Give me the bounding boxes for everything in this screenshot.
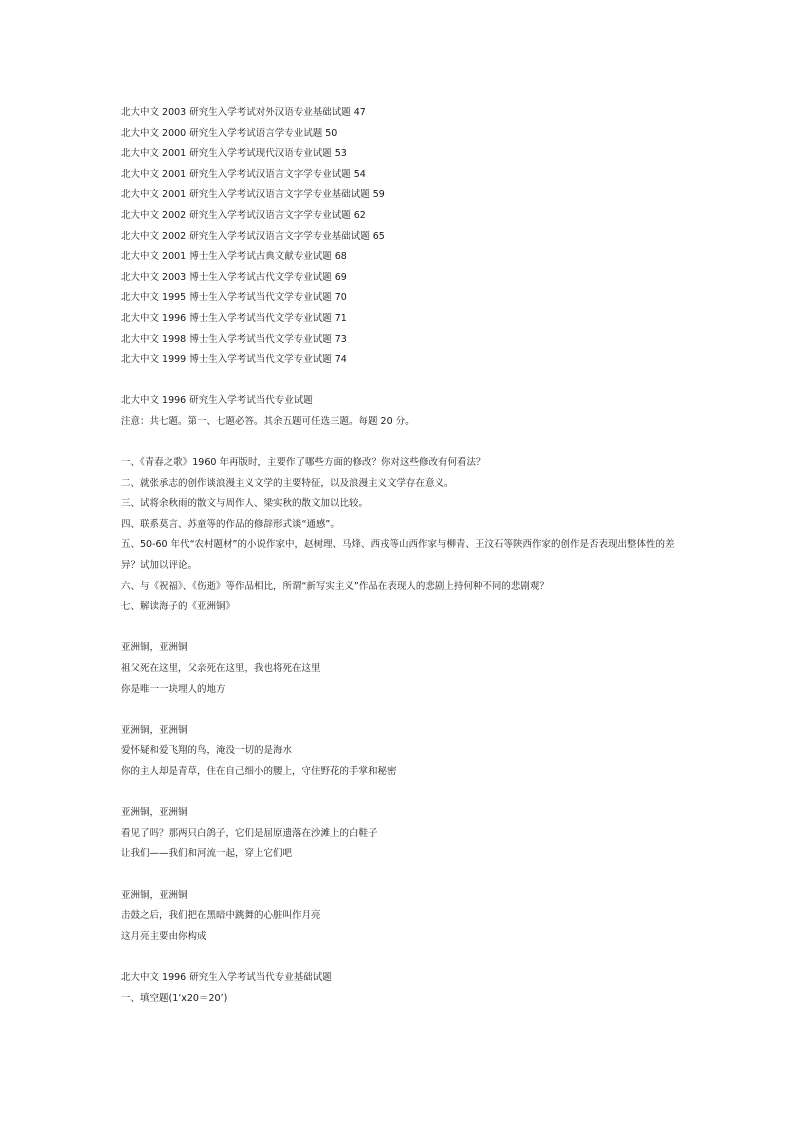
toc-entry[interactable]: 北大中文 2001 研究生入学考试现代汉语专业试题 53 <box>121 148 347 160</box>
exam-section <box>121 968 681 1009</box>
poem-line: 看见了吗？那两只白鸽子，它们是屈原遗落在沙滩上的白鞋子 <box>121 827 378 839</box>
question-item: 四、联系莫言、苏童等的作品的修辞形式谈“通感”。 <box>121 518 340 530</box>
spacer <box>121 947 681 968</box>
table-of-contents <box>121 103 681 371</box>
poem-stanza <box>121 721 681 783</box>
poem-line: 这月亮主要由你构成 <box>121 930 207 942</box>
document-page <box>121 103 681 1009</box>
spacer <box>121 783 681 804</box>
exam-title: 北大中文 1996 研究生入学考试当代专业基础试题 <box>121 971 332 983</box>
question-item: 一、《青春之歌》1960 年再版时，主要作了哪些方面的修改？你对这些修改有何看法？ <box>121 457 486 469</box>
poem-line: 你的主人却是青草，住在自己细小的腰上，守住野花的手掌和秘密 <box>121 766 397 777</box>
toc-entry[interactable]: 北大中文 2000 研究生入学考试语言学专业试题 50 <box>121 127 338 139</box>
poem-line: 击鼓之后，我们把在黑暗中跳舞的心脏叫作月亮 <box>121 910 321 922</box>
poem-stanza <box>121 886 681 948</box>
spacer <box>121 700 681 721</box>
exam-note: 注意：共七题。第一、七题必答。其余五题可任选三题。每题 20 分。 <box>121 415 415 427</box>
spacer <box>121 433 681 454</box>
section-heading: 一、填空题(1’x20＝20’) <box>121 992 228 1004</box>
toc-entry[interactable]: 北大中文 2001 研究生入学考试汉语言文字学专业试题 54 <box>121 168 366 180</box>
spacer <box>121 865 681 886</box>
question-item: 六、与《祝福》、《伤逝》等作品相比，所谓“新写实主义”作品在表现人的悲剧上持何种不同的悲剧观？ <box>121 580 549 592</box>
poem-line: 亚洲铜，亚洲铜 <box>121 724 188 736</box>
question-item: 三、试将余秋雨的散文与周作人、梁实秋的散文加以比较。 <box>121 498 369 510</box>
toc-entry[interactable]: 北大中文 2001 研究生入学考试汉语言文字学专业基础试题 59 <box>121 189 385 201</box>
poem <box>121 638 681 947</box>
spacer <box>121 618 681 639</box>
toc-entry[interactable]: 北大中文 1996 博士生入学考试当代文学专业试题 71 <box>121 312 347 324</box>
toc-entry[interactable]: 北大中文 1999 博士生入学考试当代文学专业试题 74 <box>121 354 347 366</box>
poem-stanza <box>121 803 681 865</box>
poem-line: 亚洲铜，亚洲铜 <box>121 642 188 654</box>
question-item: 七、解读海子的《亚洲铜》 <box>121 601 236 613</box>
toc-entry[interactable]: 北大中文 2002 研究生入学考试汉语言文字学专业基础试题 65 <box>121 230 385 242</box>
toc-entry[interactable]: 北大中文 2003 博士生入学考试古代文学专业试题 69 <box>121 271 347 283</box>
exam-section <box>121 391 681 618</box>
exam-title: 北大中文 1996 研究生入学考试当代专业试题 <box>121 395 313 407</box>
toc-entry[interactable]: 北大中文 2003 研究生入学考试对外汉语专业基础试题 47 <box>121 107 366 118</box>
toc-entry[interactable]: 北大中文 1998 博士生入学考试当代文学专业试题 73 <box>121 333 347 345</box>
poem-line: 你是唯一一块埋人的地方 <box>121 683 226 695</box>
poem-line: 爱怀疑和爱飞翔的鸟，淹没一切的是海水 <box>121 745 293 757</box>
poem-line: 亚洲铜，亚洲铜 <box>121 807 188 819</box>
question-item: 五、50-60 年代“农村题材”的小说作家中，赵树理、马烽、西戎等山西作家与柳青、王汶石等陕西作家的创作是否表现出整体性的差异？试加以评论。 <box>121 539 675 572</box>
toc-entry[interactable]: 北大中文 1995 博士生入学考试当代文学专业试题 70 <box>121 292 347 304</box>
poem-line: 让我们——我们和河流一起，穿上它们吧 <box>121 848 293 860</box>
poem-line: 亚洲铜，亚洲铜 <box>121 889 188 901</box>
poem-line: 祖父死在这里，父亲死在这里，我也将死在这里 <box>121 663 321 675</box>
poem-stanza <box>121 638 681 700</box>
toc-entry[interactable]: 北大中文 2002 研究生入学考试汉语言文字学专业试题 62 <box>121 209 366 221</box>
question-item: 二、就张承志的创作谈浪漫主义文学的主要特征，以及浪漫主义文学存在意义。 <box>121 477 454 489</box>
toc-entry[interactable]: 北大中文 2001 博士生入学考试古典文献专业试题 68 <box>121 251 347 263</box>
spacer <box>121 371 681 392</box>
